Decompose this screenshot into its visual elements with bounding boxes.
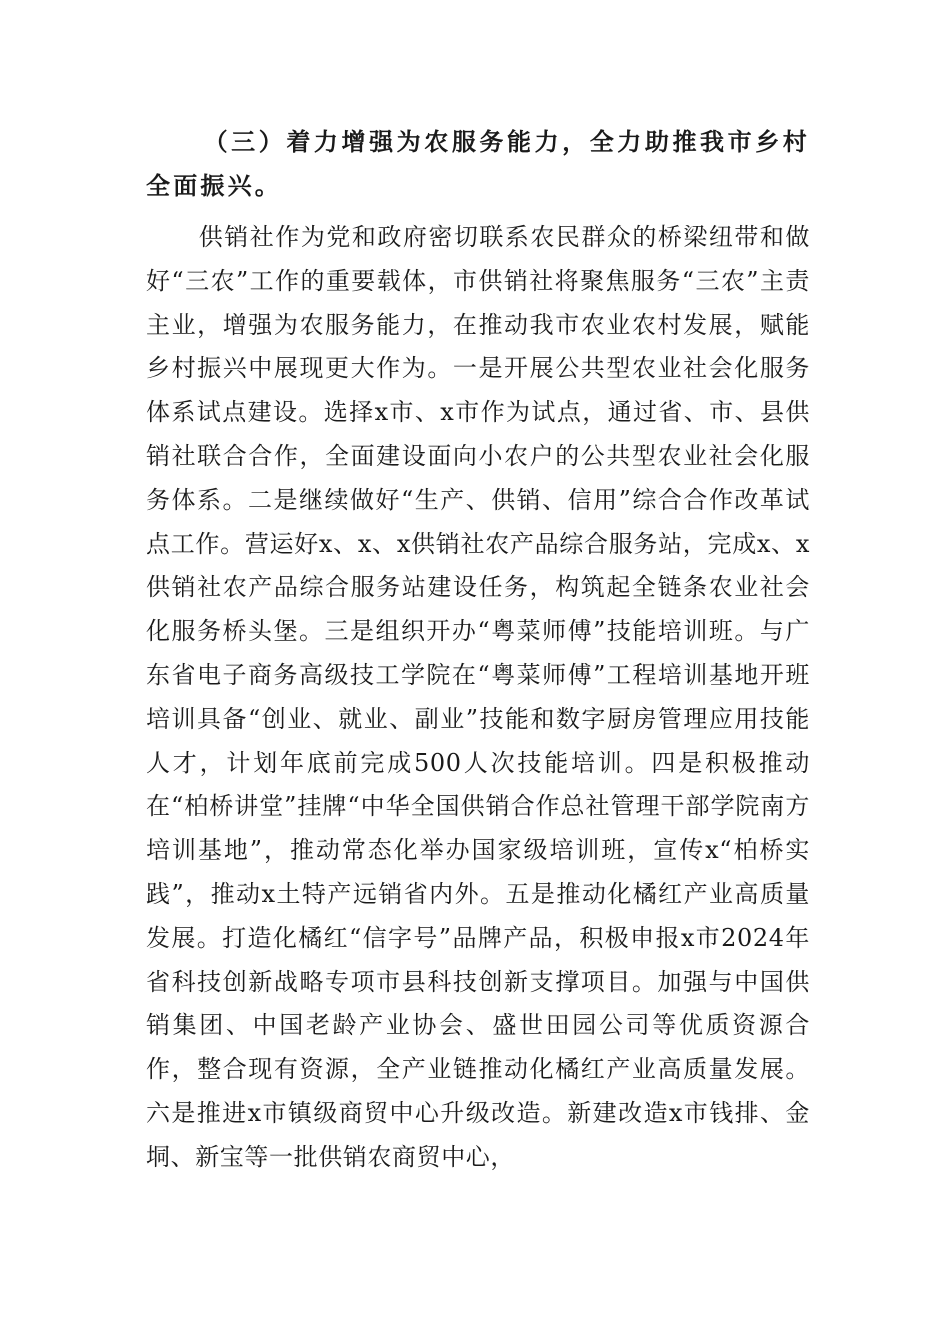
body-paragraph: 供销社作为党和政府密切联系农民群众的桥梁纽带和做好“三农”工作的重要载体，市供销社将聚焦服务“三农”主责主业，增强为农服务能力，在推动我市农业农村发展，赋能乡村振兴中展现更大作为。一是开展公共型农业社会化服务体系试点建设。选择x市、x市作为试点，通过省、市、县供销社联合合作，全面建设面向小农户的公共型农业社会化服务体系。二是继续做好“生产、供销、信用”综合合作改革试点工作。营运好x、x、x供销社农产品综合服务站，完成x、x供销社农产品综合服务站建设任务，构筑起全链条农业社会化服务桥头堡。三是组织开办“粤菜师傅”技能培训班。与广东省电子商务高级技工学院在“粤菜师傅”工程培训基地开班培训具备“创业、就业、副业”技能和数字厨房管理应用技能人才，计划年底前完成500人次技能培训。四是积极推动在“柏桥讲堂”挂牌“中华全国供销合作总社管理干部学院南方培训基地”，推动常态化举办国家级培训班，宣传x“柏桥实践”，推动x土特产远销省内外。五是推动化橘红产业高质量发展。打造化橘红“信字号”品牌产品，积极申报x市2024年省科技创新战略专项市县科技创新支撑项目。加强与中国供销集团、中国老龄产业协会、盛世田园公司等优质资源合作，整合现有资源，全产业链推动化橘红产业高质量发展。六是推进x市镇级商贸中心升级改造。新建改造x市钱排、金垌、新宝等一批供销农商贸中心， (146, 223, 810, 1171)
document-body (146, 120, 810, 1180)
section-heading: （三）着力增强为农服务能力，全力助推我市乡村全面振兴。 (146, 127, 810, 200)
